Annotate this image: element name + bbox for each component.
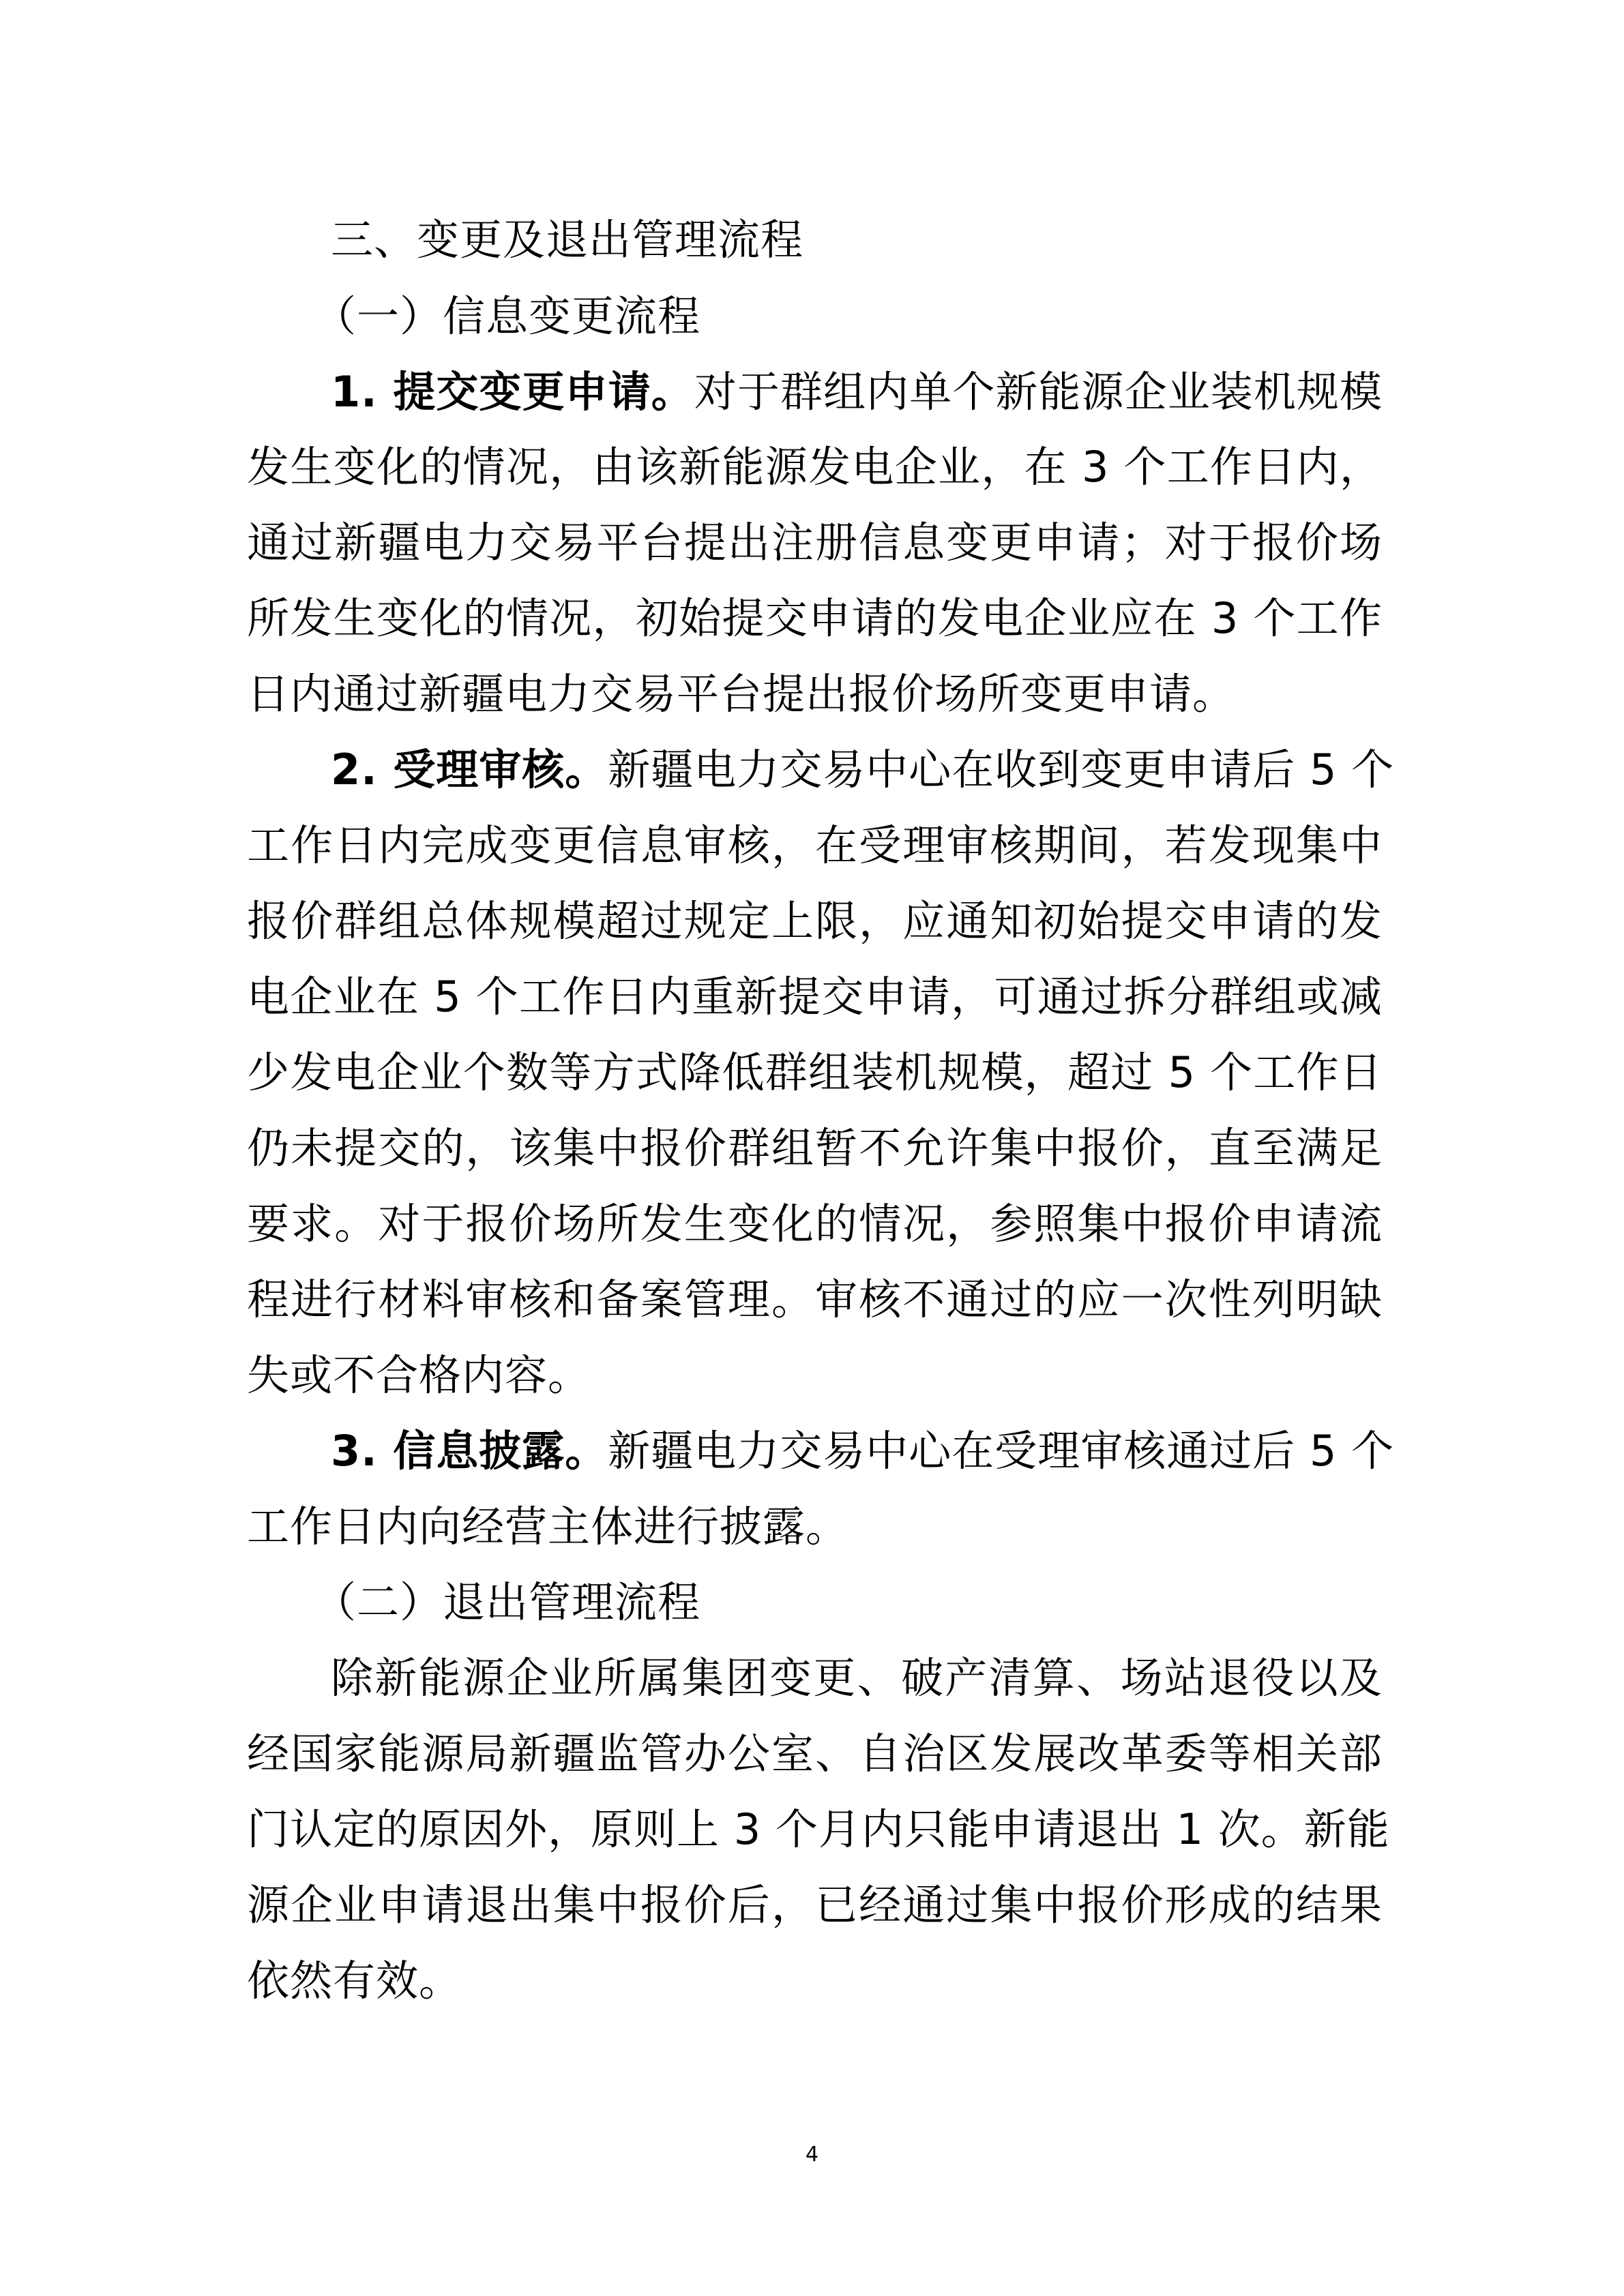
exit-line: 门认定的原因外，原则上 3 个月内只能申请退出 1 次。新能 <box>247 1804 1390 1854</box>
item2-line: 工作日内完成变更信息审核，在受理审核期间，若发现集中 <box>247 820 1383 870</box>
exit-line: 依然有效。 <box>247 1956 462 2006</box>
subheading-info-change: （一）信息变更流程 <box>314 291 701 341</box>
item3-text: 新疆电力交易中心在受理审核通过后 5 个 <box>608 1426 1395 1476</box>
item2-line: 程进行材料审核和备案管理。审核不通过的应一次性列明缺 <box>247 1274 1383 1324</box>
item1-line: 通过新疆电力交易平台提出注册信息变更申请；对于报价场 <box>247 518 1383 567</box>
exit-line: 经国家能源局新疆监管办公室、自治区发展改革委等相关部 <box>247 1729 1383 1778</box>
item2-line: 少发电企业个数等方式降低群组装机规模，超过 5 个工作日 <box>247 1047 1383 1097</box>
item1-line: 日内通过新疆电力交易平台提出报价场所变更申请。 <box>247 669 1236 719</box>
item3-line: 工作日内向经营主体进行披露。 <box>247 1502 849 1551</box>
item2-first-line <box>0 743 1395 797</box>
item1-label: 1. 提交变更申请。 <box>331 367 694 417</box>
subheading-exit: （二）退出管理流程 <box>314 1577 701 1627</box>
item1-first-line <box>0 365 1383 419</box>
page-number: 4 <box>805 2143 819 2166</box>
item2-line: 要求。对于报价场所发生变化的情况，参照集中报价申请流 <box>247 1199 1383 1249</box>
exit-line: 源企业申请退出集中报价后，已经通过集中报价形成的结果 <box>247 1880 1383 1930</box>
item1-line: 发生变化的情况，由该新能源发电企业，在 3 个工作日内， <box>247 442 1383 492</box>
item3-label: 3. 信息披露。 <box>331 1426 608 1476</box>
section-heading: 三、变更及退出管理流程 <box>331 215 804 265</box>
item2-label: 2. 受理审核。 <box>331 745 608 794</box>
item2-line: 报价群组总体规模超过规定上限，应通知初始提交申请的发 <box>247 896 1383 946</box>
item2-line: 失或不合格内容。 <box>247 1350 591 1400</box>
exit-line: 除新能源企业所属集团变更、破产清算、场站退役以及 <box>331 1653 1383 1703</box>
item1-line: 所发生变化的情况，初始提交申请的发电企业应在 3 个工作 <box>247 593 1383 643</box>
item2-text: 新疆电力交易中心在收到变更申请后 5 个 <box>608 745 1395 794</box>
item3-first-line <box>0 1424 1395 1478</box>
item2-line: 电企业在 5 个工作日内重新提交申请，可通过拆分群组或减 <box>247 972 1383 1022</box>
item1-text: 对于群组内单个新能源企业装机规模 <box>694 367 1383 417</box>
item2-line: 仍未提交的，该集中报价群组暂不允许集中报价，直至满足 <box>247 1123 1383 1173</box>
